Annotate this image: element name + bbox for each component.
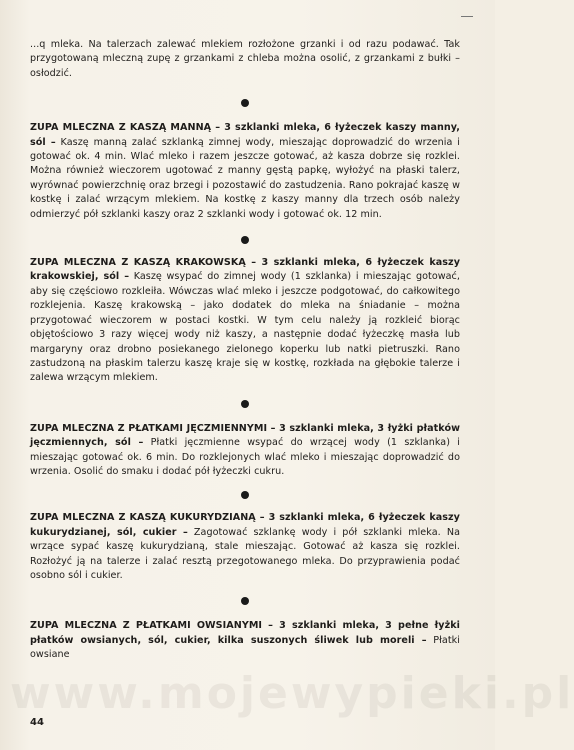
separator-bullet [241,597,249,605]
watermark: www.mojewypieki.pl [10,668,574,719]
recipe-body: Kaszę manną zalać szklanką zimnej wody, mieszając doprowadzić do wrzenia i gotować ok. 4 min. Wlać mleko i razem jeszcze gotować, aż kasza dobrze się rozklei. Można również wieczorem ugotować z manny gęstą papkę, wyłożyć na płaski talerz, wyrównać powierzchnię oraz brzegi i pozostawić do zastudzenia. Rano pokrajać kaszę w kostkę i zalać wrzącym mlekiem. Na kostkę z kaszy manny dla trzech osób należy odmierzyć pół szklanki kaszy oraz 2 szklanki wody i gotować ok. 12 min. [30,136,460,220]
recipe-kukurydziana [30,511,460,583]
recipe-heading: ZUPA MLECZNA Z KASZĄ KUKURYDZIANĄ – 3 szklanki mleka, 6 łyżeczek kaszy kukurydzianej, sól, cukier – [30,512,460,538]
separator-bullet [241,400,249,408]
intro-paragraph: ...q mleka. Na talerzach zalewać mlekiem rozłożone grzanki i od razu podawać. Tak przygotowaną mleczną zupę z grzankami z chleba można osolić, z grzankami z bułki – osłodzić. [30,39,460,79]
page-content [30,38,460,663]
recipe-heading: ZUPA MLECZNA Z PŁATKAMI JĘCZMIENNYMI – 3 szklanki mleka, 3 łyżki płatków jęczmiennych, sól – [30,422,460,449]
recipe-heading: ZUPA MLECZNA Z KASZĄ MANNĄ – 3 szklanki mleka, 6 łyżeczek kaszy manny, sól – [30,122,460,148]
recipe-owsiane [30,619,460,662]
recipe-heading: ZUPA MLECZNA Z PŁATKAMI OWSIANYMI – 3 szklanki mleka, 3 pełne łyżki płatków owsianych, sól, cukier, kilka suszonych śliwek lub moreli – [30,620,460,646]
recipe-body: Płatki jęczmienne wsypać do wrzącej wody (1 szklanka) i mieszając gotować ok. 6 min. Do rozklejonych wlać mleko i mieszając doprowadzić do wrzenia. Osolić do smaku i dodać pół łyżeczki cukru. [30,437,460,477]
recipe-heading: ZUPA MLECZNA Z KASZĄ KRAKOWSKĄ – 3 szklanki mleka, 6 łyżeczek kaszy krakowskiej, sól – [30,257,460,283]
recipe-body: Kaszę wsypać do zimnej wody (1 szklanka) i mieszając gotować, aby się częściowo rozkleiła. Wówczas wlać mleko i jeszcze podgotować, do całkowitego rozklejenia. Kaszę krakowską – jako dodatek do mleka na śniadanie – można przygotować wieczorem w postaci kostki. W tym celu należy ją rozkleić biorąc objętościowo 3 razy więcej wody niż kaszy, a następnie dodać łyżeczkę masła lub margaryny oraz drobno posiekanego zielonego koperku lub natki pietruszki. Rano zastudzoną na płaskim talerzu kaszę kraje się w kostkę, rozkłada na głębokie talerze i zalewa wrzącym mlekiem. [30,271,460,384]
separator-bullet [241,236,249,244]
recipe-manna [30,121,460,222]
separator-bullet [241,99,249,107]
separator-bullet [241,491,249,499]
corner-mark [461,16,473,17]
recipe-body: Płatki owsiane [30,634,460,661]
recipe-jeczmienne [30,422,460,480]
page-number: 44 [30,717,44,728]
recipe-body: Zagotować szklankę wody i pół szklanki mleka. Na wrzące sypać kaszę kukurydzianą, stale mieszając. Gotować aż kasza się rozklei. Rozłożyć ją na talerze i zalać resztą przegotowanego mleka. Do przyprawienia podać osobno sól i cukier. [30,526,460,581]
recipe-krakowska [30,256,460,386]
